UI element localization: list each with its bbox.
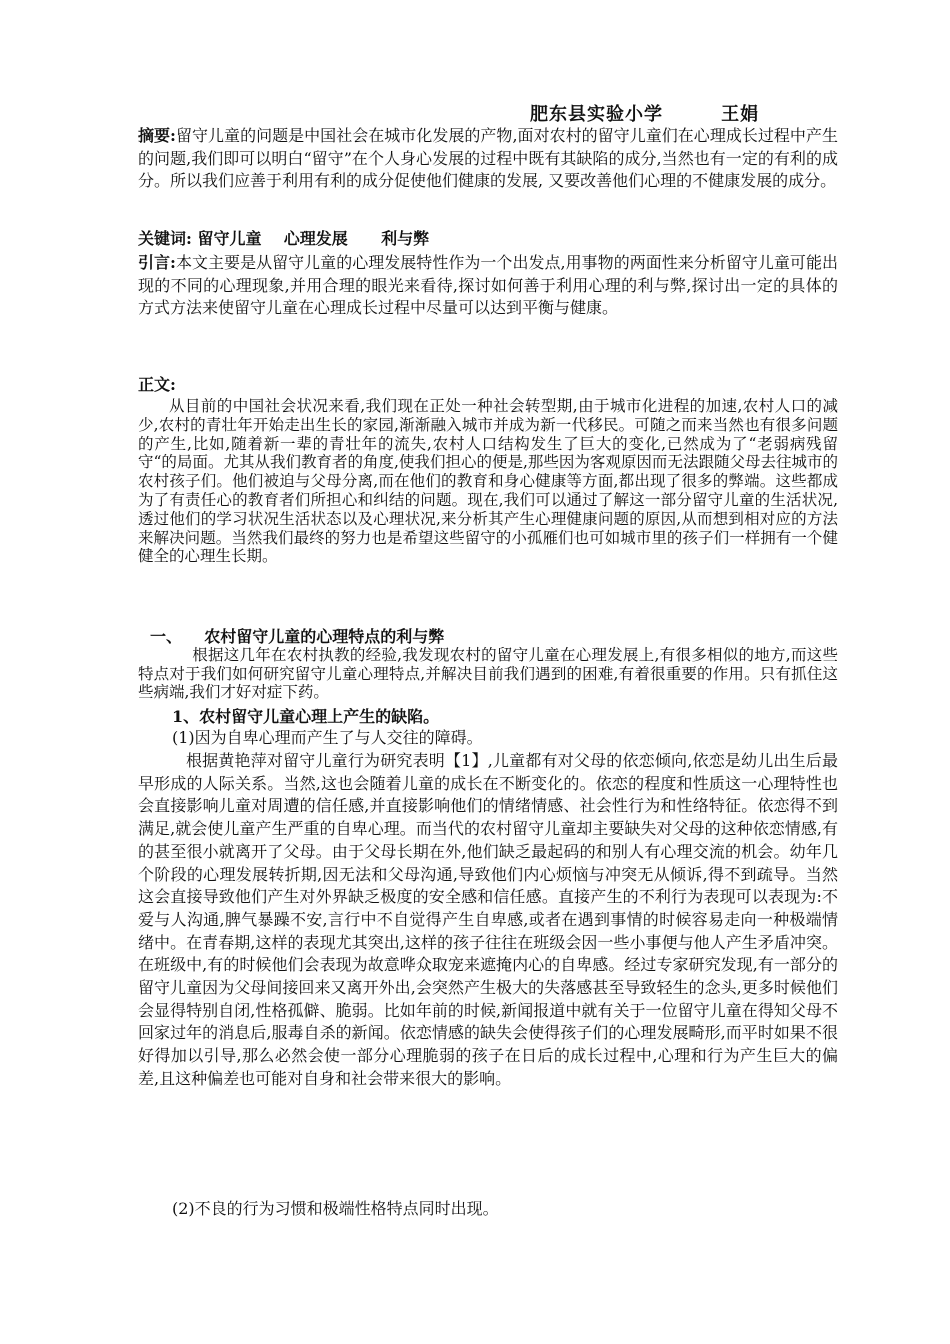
author-line: 肥东县实验小学 王娟 bbox=[530, 104, 760, 125]
abstract-text: 留守儿童的问题是中国社会在城市化发展的产物,面对农村的留守儿童们在心理成长过程中产生的问题,我们即可以明白“留守”在个人身心发展的过程中既有其缺陷的成分,当然也有一定的有利的成分。所以我们应善于利用有利的成分促使他们健康的发展, 又要改善他们心理的不健康发展的成分。 bbox=[138, 126, 838, 190]
subsection-1-1-heading: (1)因为自卑心理而产生了与人交往的障碍。 bbox=[172, 728, 483, 747]
intro-label: 引言: bbox=[138, 253, 176, 272]
subsection-1-2-heading: (2)不良的行为习惯和极端性格特点同时出现。 bbox=[172, 1199, 499, 1218]
abstract-label: 摘要: bbox=[138, 126, 176, 145]
keywords-line: 关键词: 留守儿童 心理发展 利与弊 bbox=[138, 229, 430, 248]
body-paragraph: 从目前的中国社会状况来看,我们现在正处一种社会转型期,由于城市化进程的加速,农村人口的减少,农村的青壮年开始走出生长的家园,渐渐融入城市并成为新一代移民。可随之而来当然也有很多问题的产生,比如,随着新一辈的青壮年的流失,农村人口结构发生了巨大的变化,已然成为了“老弱病残留守“的局面。尤其从我们教育者的角度,使我们担心的便是,那些因为客观原因而无法跟随父母去往城市的农村孩子们。他们被迫与父母分离,而在他们的教育和身心健康等方面,都出现了很多的弊端。这些都成为了有责任心的教育者们所担心和纠结的问题。现在,我们可以通过了解这一部分留守儿童的生活状况,透过他们的学习状况生活状态以及心理状况,来分析其产生心理健康问题的原因,从而想到相对应的方法来解决问题。当然我们最终的努力也是希望这些留守的小孤雁们也可如城市里的孩子们一样拥有一个健健全的心理生长期。 bbox=[138, 397, 838, 566]
subsection-1-heading: 1、农村留守儿童心理上产生的缺陷。 bbox=[172, 707, 440, 726]
section-1-title: 一、 农村留守儿童的心理特点的利与弊 bbox=[150, 627, 445, 646]
intro-text: 本文主要是从留守儿童的心理发展特性作为一个出发点,用事物的两面性来分析留守儿童可能出现的不同的心理现象,并用合理的眼光来看待,探讨如何善于利用心理的利与弊,探讨出一定的具体的方式方法来使留守儿童在心理成长过程中尽量可以达到平衡与健康。 bbox=[138, 253, 838, 317]
abstract-paragraph bbox=[138, 125, 838, 193]
subsection-1-1-paragraph: 根据黄艳萍对留守儿童行为研究表明【1】,儿童都有对父母的依恋倾向,依恋是幼儿出生后最早形成的人际关系。当然,这也会随着儿童的成长在不断变化的。依恋的程度和性质这一心理特性也会直接影响儿童对周遭的信任感,并直接影响他们的情绪情感、社会性行为和性络特征。依恋得不到满足,就会使儿童产生严重的自卑心理。而当代的农村留守儿童却主要缺失对父母的这种依恋情感,有的甚至很小就离开了父母。由于父母长期在外,他们缺乏最起码的和别人有心理交流的机会。幼年几个阶段的心理发展转折期,因无法和父母沟通,导致他们内心烦恼与冲突无从倾诉,得不到疏导。当然这会直接导致他们产生对外界缺乏极度的安全感和信任感。直接产生的不利行为表现可以表现为:不爱与人沟通,脾气暴躁不安,言行中不自觉得产生自卑感,或者在遇到事情的时候容易走向一种极端情绪中。在青春期,这样的表现尤其突出,这样的孩子往往在班级会因一些小事便与他人产生矛盾冲突。在班级中,有的时候他们会表现为故意哗众取宠来遮掩内心的自卑感。经过专家研究发现,有一部分的留守儿童因为父母间接回来又离开外出,会突然产生极大的失落感甚至导致轻生的念头,更多时候他们会显得特别自闭,性格孤僻、脆弱。比如年前的时候,新闻报道中就有关于一位留守儿童在得知父母不回家过年的消息后,服毒自杀的新闻。依恋情感的缺失会使得孩子们的心理发展畸形,而平时如果不很好得加以引导,那么必然会使一部分心理脆弱的孩子在日后的成长过程中,心理和行为产生巨大的偏差,且这种偏差也可能对自身和社会带来很大的影响。 bbox=[138, 751, 838, 1088]
body-label: 正文: bbox=[138, 375, 176, 394]
section-1-paragraph: 根据这几年在农村执教的经验,我发现农村的留守儿童在心理发展上,有很多相似的地方,而这些特点对于我们如何研究留守儿童心理特点,并解决目前我们遇到的困难,有着很重要的作用。只有抓住这些病端,我们才好对症下药。 bbox=[138, 646, 838, 701]
intro-paragraph bbox=[138, 252, 838, 320]
